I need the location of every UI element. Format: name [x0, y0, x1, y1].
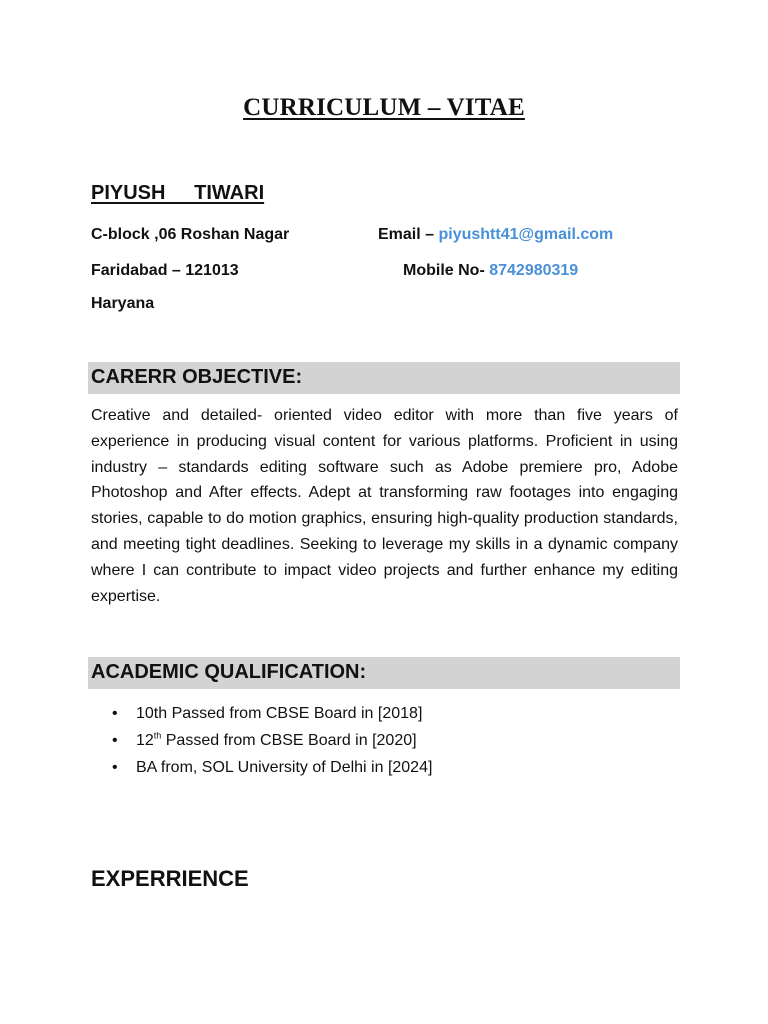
address-line-1: C-block ,06 Roshan Nagar [91, 226, 290, 243]
bullet-icon: • [112, 705, 118, 722]
objective-section-header [88, 362, 680, 394]
mobile-label: Mobile No- [403, 262, 490, 279]
academic-list [91, 700, 432, 781]
experience-heading: EXPERRIENCE [91, 866, 249, 891]
academic-item-text: BA from, SOL University of Delhi in [2024] [136, 759, 433, 776]
objective-text: Creative and detailed- oriented video editor with more than five years of experience in producing visual content for various platforms. Proficient in using industry – standards editing software such as Adobe premiere pro, Adobe Photoshop and After effects. Adept at transforming raw footages into engaging stories, capable to do motion graphics, ensuring high-quality production standards, and meeting tight deadlines. Seeking to leverage my skills in a dynamic company where I can contribute to impact video projects and further enhance my editing expertise. [91, 407, 678, 605]
list-item [91, 727, 432, 754]
objective-heading: CARERR OBJECTIVE: [91, 366, 303, 388]
academic-item-superscript: th [153, 730, 162, 741]
mobile-line [403, 262, 578, 280]
document-title: CURRICULUM – VITAE [243, 94, 525, 121]
mobile-link[interactable]: 8742980319 [489, 262, 579, 279]
academic-heading: ACADEMIC QUALIFICATION: [91, 661, 367, 683]
bullet-icon: • [112, 759, 118, 776]
academic-item-text: Passed from CBSE Board in [2020] [161, 732, 417, 749]
list-item [91, 700, 432, 727]
academic-section-header [88, 657, 680, 689]
email-link[interactable]: piyushtt41@gmail.com [438, 226, 614, 243]
candidate-name: PIYUSH TIWARI [91, 182, 265, 204]
bullet-icon: • [112, 732, 118, 749]
address-line-2: Faridabad – 121013 [91, 262, 239, 279]
address-line-3: Haryana [91, 295, 155, 312]
email-label: Email – [378, 226, 439, 243]
academic-item-prefix: 12 [136, 732, 154, 749]
email-line [378, 226, 613, 244]
list-item [91, 754, 432, 781]
academic-item-text: 10th Passed from CBSE Board in [2018] [136, 705, 423, 722]
